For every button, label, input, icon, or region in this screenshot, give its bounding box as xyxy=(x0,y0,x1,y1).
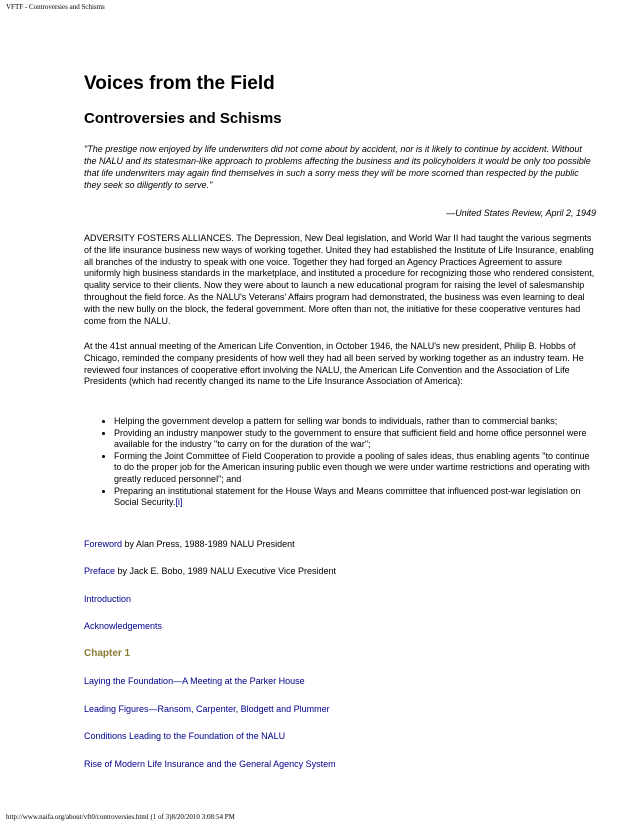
chapter-link-line xyxy=(84,759,336,769)
chapter-link-conditions[interactable]: Conditions Leading to the Foundation of the NALU xyxy=(84,731,286,741)
quote-attribution: —United States Review, April 2, 1949 xyxy=(446,208,596,218)
preface-line xyxy=(84,566,336,576)
foreword-byline: by Alan Press, 1988-1989 NALU President xyxy=(122,539,295,549)
introduction-line xyxy=(84,594,131,604)
body-paragraph-2: At the 41st annual meeting of the American Life Convention, in October 1946, the NALU's new president, Philip B. Hobbs of Chicago, reminded the company presidents of how well they had all been served by working together as an industry team. He reviewed four instances of cooperative effort involving the NALU, the American Life Convention and the Association of Life Presidents (which had recently changed its name to the Life Insurance Association of America): xyxy=(84,341,584,387)
cooperation-list xyxy=(84,416,596,509)
chapter-link-line xyxy=(84,704,330,714)
chapter-link-modern-life-insurance[interactable]: Rise of Modern Life Insurance and the General Agency System xyxy=(84,759,336,769)
list-item xyxy=(114,451,596,486)
list-item xyxy=(114,416,596,428)
preface-link[interactable]: Preface xyxy=(84,566,116,576)
acknowledgements-line xyxy=(84,621,162,631)
foreword-link[interactable]: Foreword xyxy=(84,539,123,549)
foreword-line xyxy=(84,539,295,549)
list-item-text: Helping the government develop a pattern for selling war bonds to individuals, rather than to commercial banks; xyxy=(114,416,558,426)
list-item xyxy=(114,486,596,509)
acknowledgements-link[interactable]: Acknowledgements xyxy=(84,621,163,631)
body-paragraph-1: ADVERSITY FOSTERS ALLIANCES. The Depression, New Deal legislation, and World War II had taught the various segments of the life insurance business new ways of working together. United they had established the Institute of Life Insurance, enabling all branches of the industry to speak with one voice. Together they had forged an Agency Practices Agreement to assure uniformly high business standards in the marketplace, and instituted a procedure for recognizing those who rendered consistent, quality service to their clients. Now they were about to launch a new educational program for raising the level of salesmanship throughout the field force. As the NALU's Veterans' Affairs program had demonstrated, the business was even learning to deal with the new bully on the block, the federal government. More often than not, the initiative for these cooperative ventures had come from the NALU. xyxy=(84,233,595,326)
chapter-link-leading-figures[interactable]: Leading Figures—Ransom, Carpenter, Blodgett and Plummer xyxy=(84,704,330,714)
preface-byline: by Jack E. Bobo, 1989 NALU Executive Vice President xyxy=(115,566,336,576)
chapter-link-line xyxy=(84,731,285,741)
page-subtitle: Controversies and Schisms xyxy=(84,110,282,127)
list-item-text: Providing an industry manpower study to the government to ensure that sufficient field and home office personnel were available for the industry "to carry on for the duration of the war"; xyxy=(114,427,587,450)
introduction-link[interactable]: Introduction xyxy=(84,594,132,604)
list-item-text: Forming the Joint Committee of Field Cooperation to provide a pooling of sales ideas, thus enabling agents "to continue to do the proper job for the American insuring public even though we were under wartime restrictions and operating with greatly reduced personnel"; and xyxy=(114,450,590,484)
page-title: Voices from the Field xyxy=(84,73,275,94)
chapter-link-line xyxy=(84,676,305,686)
list-item-text: Preparing an institutional statement for the House Ways and Means committee that influenced post-war legislation on Social Security. xyxy=(114,485,581,508)
browser-footer: http://www.naifa.org/about/vft0/controversies.html (1 of 3)8/20/2010 3:08:54 PM xyxy=(6,813,235,821)
footnote-link[interactable]: [i] xyxy=(175,497,183,508)
epigraph-quote: "The prestige now enjoyed by life underwriters did not come about by accident, nor is it likely to continue by accident. Without the NALU and its statesman-like approach to problems affecting the business and its policyholders it would be only too possible that life underwriters may again find themselves in such a sorry mess they will be more scorned than respected by the public they seek so diligently to serve." xyxy=(84,144,591,190)
list-item xyxy=(114,428,596,451)
browser-header: VFTF - Controversies and Schisms xyxy=(6,3,105,11)
chapter-heading: Chapter 1 xyxy=(84,648,131,659)
chapter-link-parker-house[interactable]: Laying the Foundation—A Meeting at the Parker House xyxy=(84,676,305,686)
